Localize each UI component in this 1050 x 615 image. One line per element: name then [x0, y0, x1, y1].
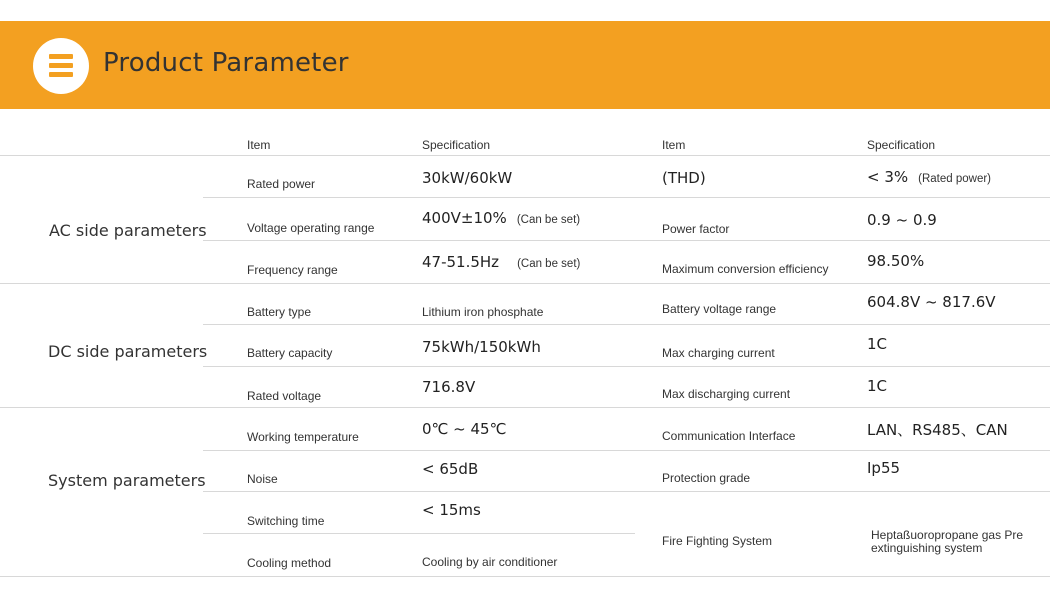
section-divider-dc-system [0, 407, 1050, 408]
table-bottom-line [0, 576, 1050, 577]
row-label: Cooling method [247, 556, 332, 570]
header-item-right: Item [662, 138, 686, 152]
row-label: Rated power [247, 177, 316, 191]
menu-icon-bar-top [49, 54, 73, 59]
row-label: Voltage operating range [247, 221, 375, 235]
row-label: Communication Interface [662, 429, 796, 443]
row-label: Working temperature [247, 430, 359, 444]
row-label: Max discharging current [662, 387, 791, 401]
menu-icon-bar-bottom [49, 72, 73, 77]
row-divider [203, 240, 1050, 241]
row-value: 400V±10% (Can be set) [422, 209, 581, 227]
row-value: < 15ms [422, 501, 481, 519]
section-label-system: System parameters [48, 471, 206, 490]
row-value: Lithium iron phosphate [422, 305, 544, 319]
row-value: 604.8V ~ 817.6V [867, 293, 996, 311]
row-value: 75kWh/150kWh [422, 338, 541, 356]
header-item-left: Item [247, 138, 271, 152]
row-label: Frequency range [247, 263, 338, 277]
section-label-ac: AC side parameters [49, 221, 207, 240]
row-divider [203, 366, 1050, 367]
row-label: Maximum conversion efficiency [662, 262, 829, 276]
row-label: Rated voltage [247, 389, 322, 403]
row-value: < 65dB [422, 460, 479, 478]
row-value: < 3% (Rated power) [867, 168, 992, 186]
header-divider [0, 155, 1050, 156]
row-value: Heptaßuoropropane gas Pre extinguishing system [871, 528, 1024, 555]
row-label: Battery capacity [247, 346, 333, 360]
section-label-dc: DC side parameters [48, 342, 208, 361]
row-divider [203, 450, 1050, 451]
row-value: 0℃ ~ 45℃ [422, 420, 507, 438]
row-value: Cooling by air conditioner [422, 555, 558, 569]
row-label: Max charging current [662, 346, 775, 360]
row-divider [203, 197, 1050, 198]
row-value: 98.50% [867, 252, 925, 270]
row-label: Battery type [247, 305, 312, 319]
row-value: 30kW/60kW [422, 169, 513, 187]
menu-icon[interactable] [33, 38, 89, 94]
page-title: Product Parameter [103, 48, 349, 78]
row-divider [203, 533, 635, 534]
row-label: Power factor [662, 222, 730, 236]
row-value: Ip55 [867, 459, 901, 477]
menu-icon-bar-middle [49, 63, 73, 68]
row-label: Protection grade [662, 471, 751, 485]
row-divider [203, 491, 1050, 492]
row-value: 1C [867, 335, 888, 353]
row-value: 716.8V [422, 378, 476, 396]
row-value: LAN、RS485、CAN [867, 421, 1008, 439]
row-divider [203, 324, 1050, 325]
row-value: 0.9 ~ 0.9 [867, 211, 937, 229]
header-banner [0, 21, 1050, 109]
section-divider-ac-dc [0, 283, 1050, 284]
row-label: Fire Fighting System [662, 534, 773, 548]
row-value: 47-51.5Hz (Can be set) [422, 253, 581, 271]
header-spec-right: Specification [867, 138, 936, 152]
row-label: (THD) [662, 169, 706, 187]
row-label: Battery voltage range [662, 302, 777, 316]
row-label: Noise [247, 472, 278, 486]
header-spec-left: Specification [422, 138, 491, 152]
row-label: Switching time [247, 514, 325, 528]
row-value: 1C [867, 377, 888, 395]
